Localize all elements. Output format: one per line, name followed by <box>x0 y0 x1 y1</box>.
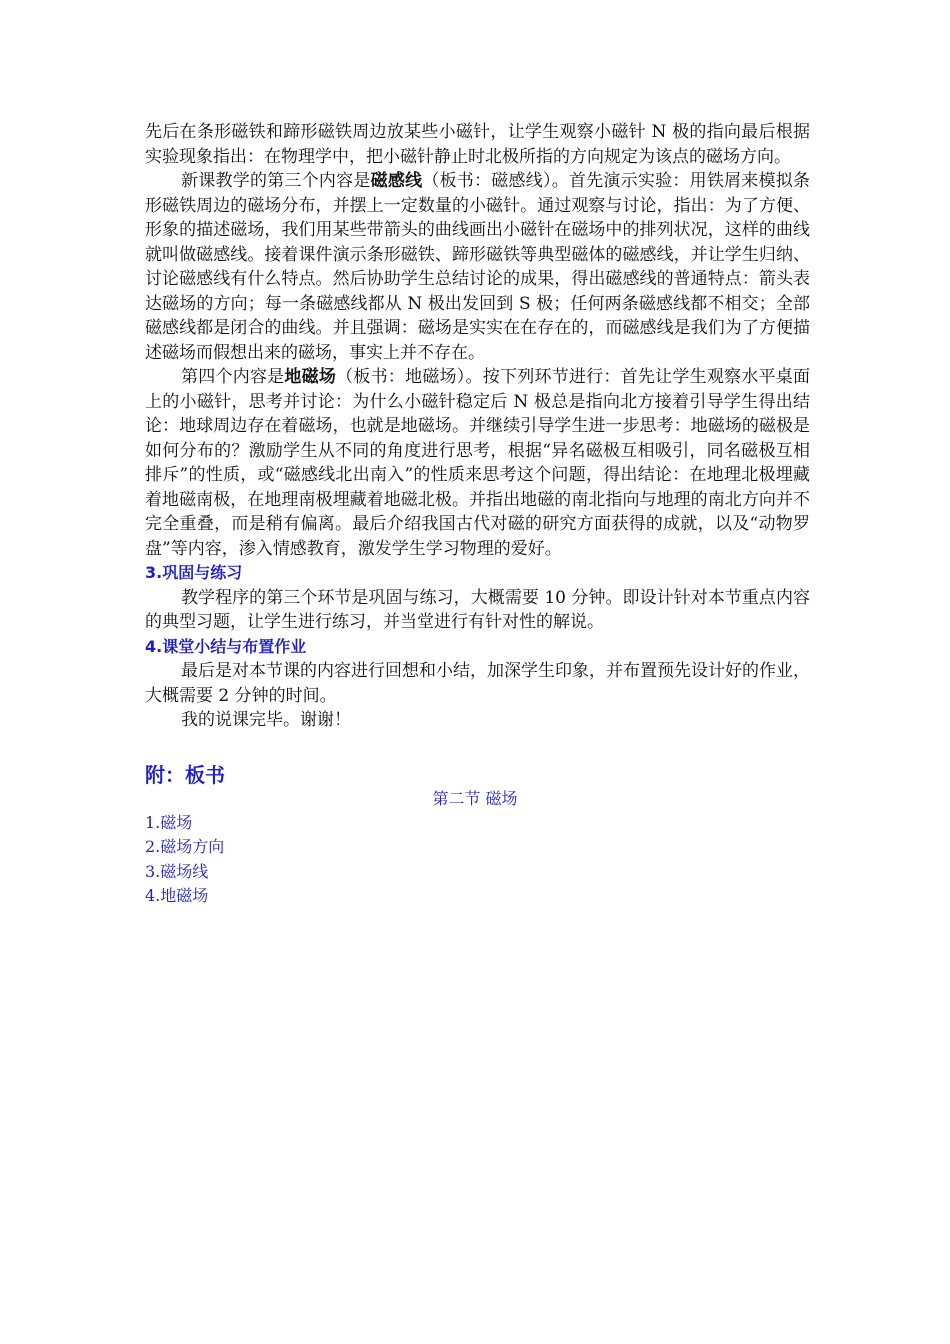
blackboard-title: 第二节 磁场 <box>432 788 518 808</box>
appendix-title: 附：板书 <box>145 762 225 787</box>
list-item: 2.磁场方向 <box>145 837 225 856</box>
heading-consolidation-practice: 3.巩固与练习 <box>145 563 243 582</box>
list-item: 3.磁场线 <box>145 861 209 881</box>
para3-lead: 第四个内容是 <box>181 367 285 387</box>
term-geomagnetic-field: 地磁场 <box>284 367 337 387</box>
paragraph-geomagnetic-field <box>145 365 810 561</box>
para3-body: （板书：地磁场）。按下列环节进行：首先让学生观察水平桌面上的小磁针，思考并讨论：为什么小磁针稳定后 N 极总是指向北方接着引导学生得出结论：地球周边存在着磁场，也就是地磁场。并继续引导学生进一步思考：地磁场的磁极是如何分布的？激励学生从不同的角度进行思考，根据“异名磁极互相吸引，同名磁极互相排斥”的性质，或“磁感线北出南入”的性质来思考这个问题，得出结论：在地理北极埋藏着地磁南极，在地理南极埋藏着地磁北极。并指出地磁的南北指向与地理的南北方向并不完全重叠，而是稍有偏离。最后介绍我国古代对磁的研究方面获得的成就，以及“动物罗盘”等内容，渗入情感教育，激发学生学习物理的爱好。 <box>145 367 811 559</box>
term-magnetic-field-lines: 磁感线 <box>370 171 423 191</box>
heading-summary-homework: 4.课堂小结与布置作业 <box>145 636 307 656</box>
paragraph-magnet-direction: 先后在条形磁铁和蹄形磁铁周边放某些小磁针，让学生观察小磁针 N 极的指向最后根据实验现象指出：在物理学中，把小磁针静止时北极所指的方向规定为该点的磁场方向。 <box>145 122 810 167</box>
paragraph-magnetic-field-lines <box>145 169 810 365</box>
list-item: 1.磁场 <box>145 812 193 832</box>
blackboard-list <box>145 811 810 909</box>
list-item: 4.地磁场 <box>145 886 209 905</box>
para2-body: （板书：磁感线）。首先演示实验：用铁屑来模拟条形磁铁周边的磁场分布，并摆上一定数量的小磁针。通过观察与讨论，指出：为了方便、形象的描述磁场，我们用某些带箭头的曲线画出小磁针在磁场中的排列状况，这样的曲线就叫做磁感线。接着课件演示条形磁铁、蹄形磁铁等典型磁体的磁感线，并让学生归纳、讨论磁感线有什么特点。然后协助学生总结讨论的成果，得出磁感线的普通特点：箭头表达磁场的方向；每一条磁感线都从 N 极出发回到 S 极；任何两条磁感线都不相交；全部磁感线都是闭合的曲线。并且强调：磁场是实实在在存在的，而磁感线是我们为了方便描述磁场而假想出来的磁场，事实上并不存在。 <box>145 171 811 363</box>
paragraph-practice: 教学程序的第三个环节是巩固与练习，大概需要 10 分钟。即设计针对本节重点内容的典型习题，让学生进行练习，并当堂进行有针对性的解说。 <box>145 587 810 632</box>
para2-lead: 新课教学的第三个内容是 <box>181 171 371 191</box>
paragraph-summary: 最后是对本节课的内容进行回想和小结，加深学生印象，并布置预先设计好的作业，大概需要 2 分钟的时间。 <box>145 661 810 706</box>
paragraph-closing: 我的说课完毕。谢谢！ <box>181 710 351 730</box>
